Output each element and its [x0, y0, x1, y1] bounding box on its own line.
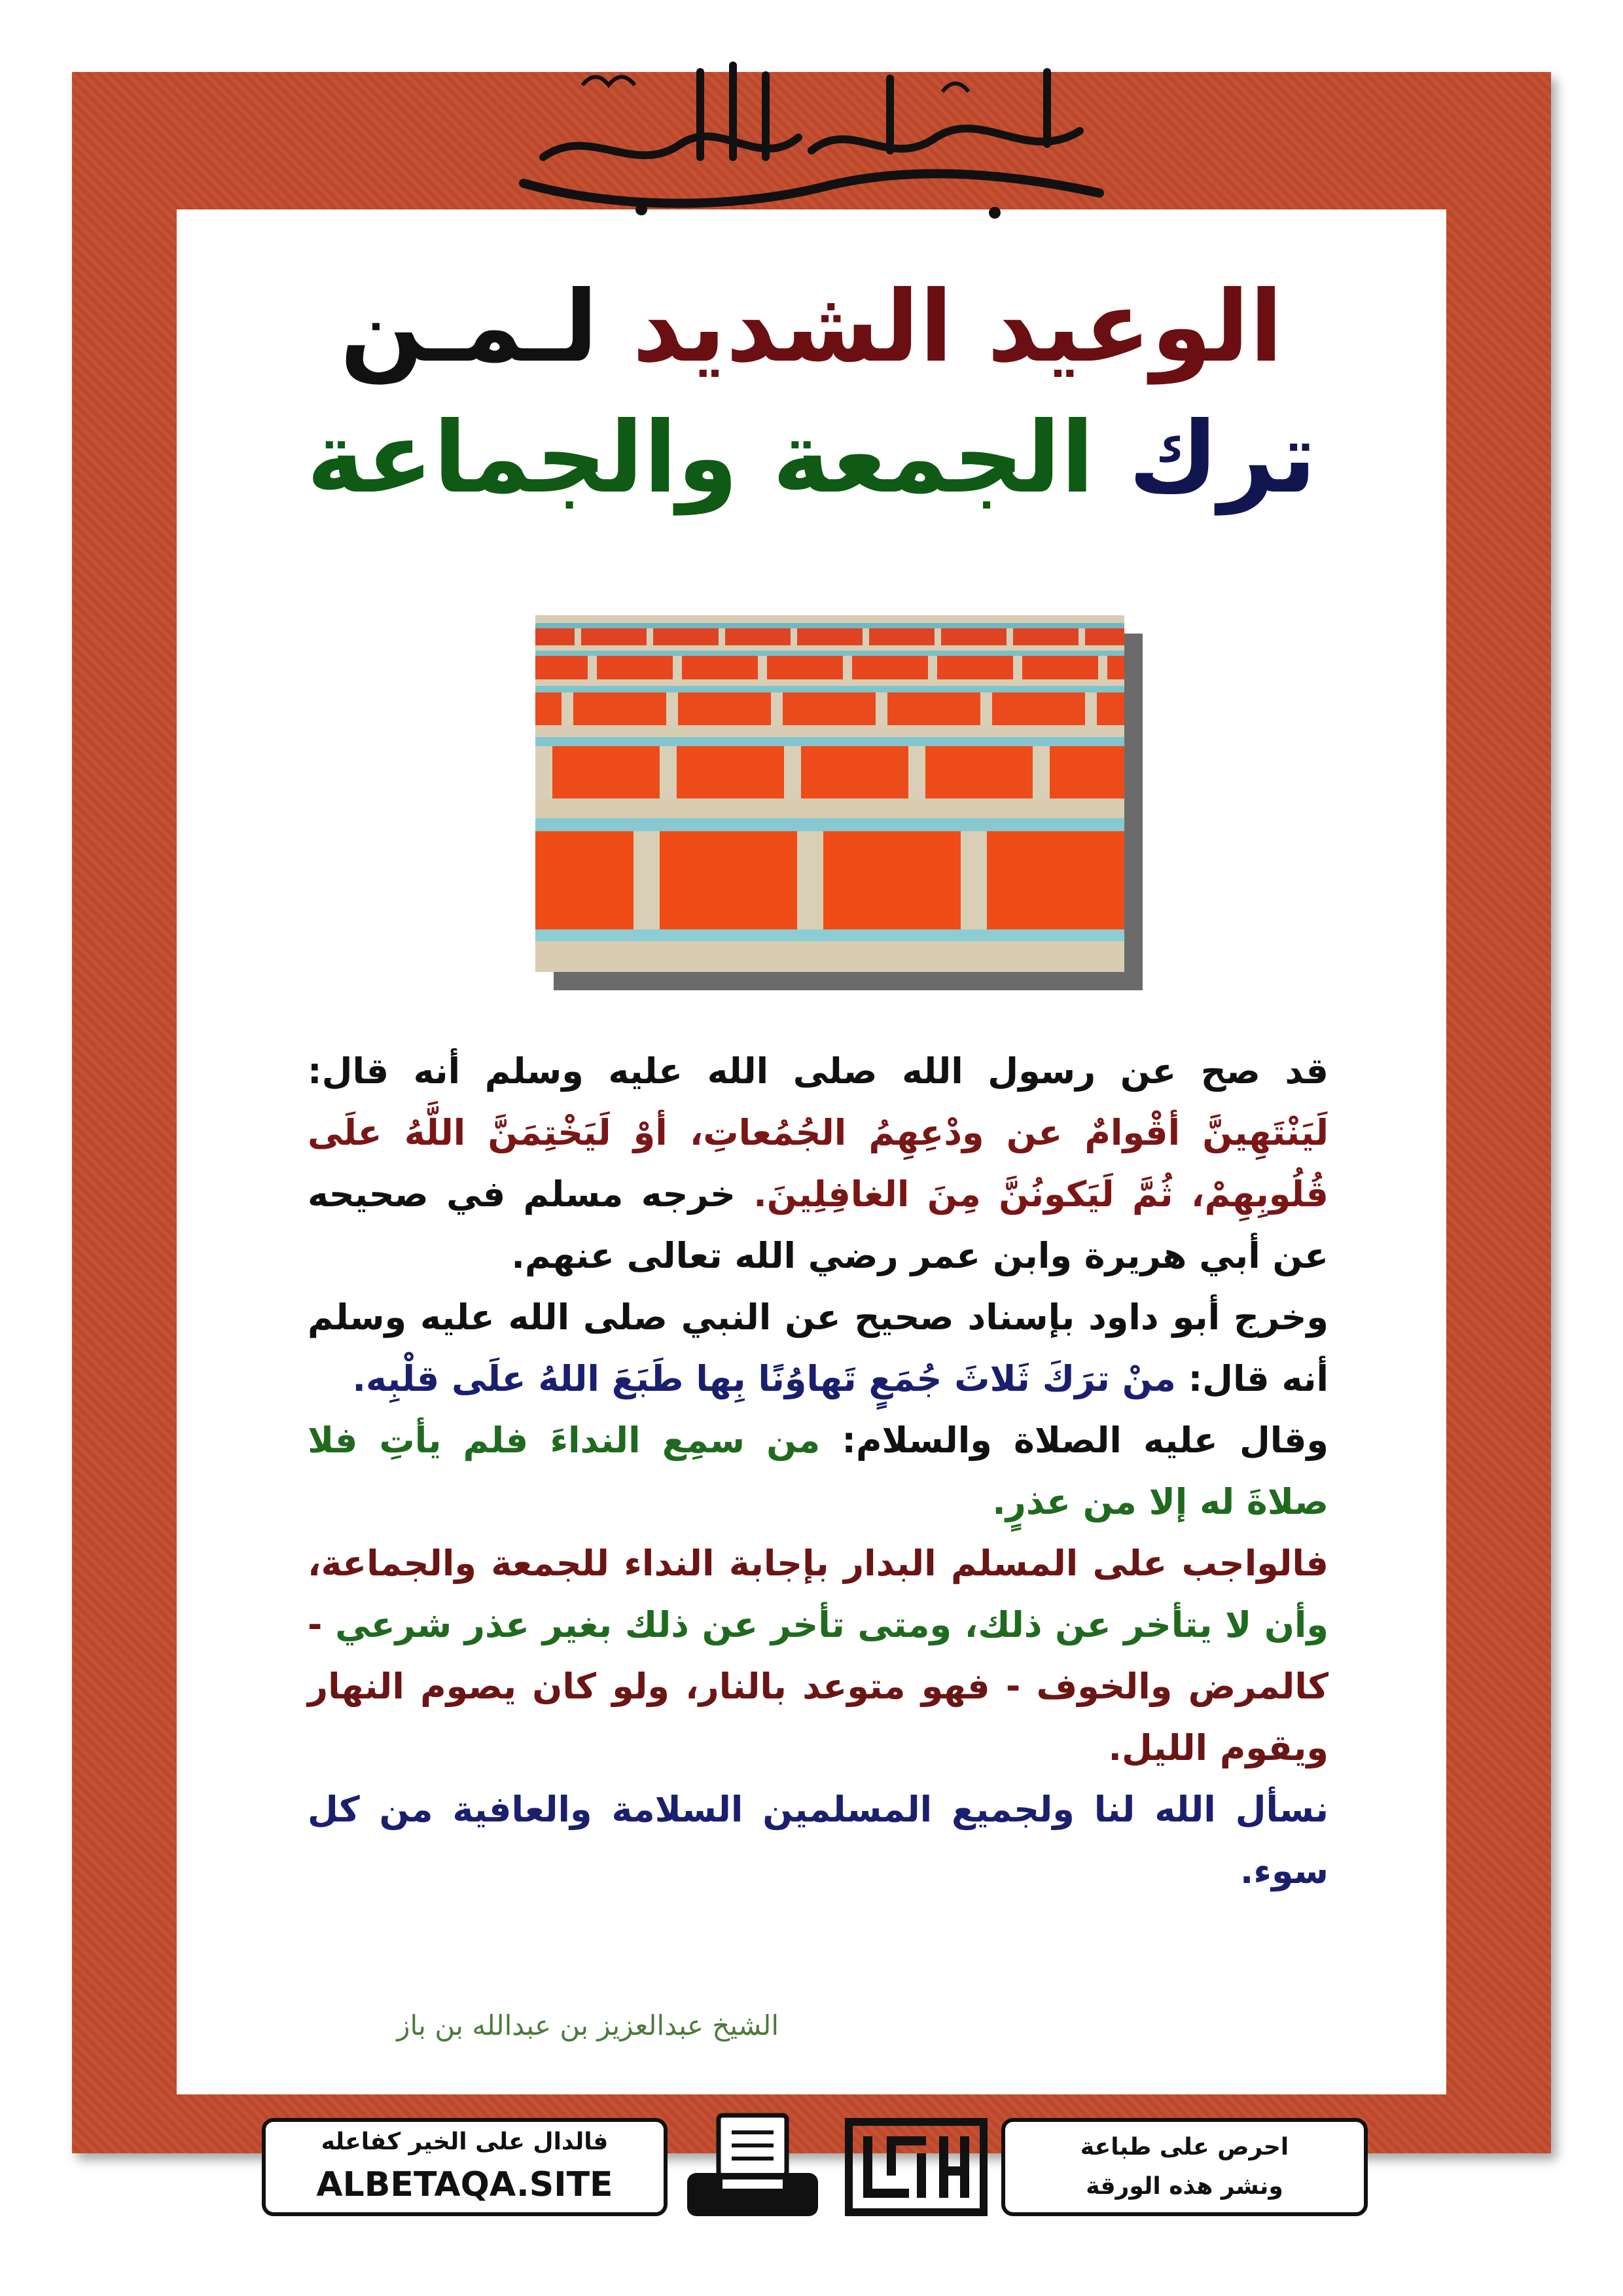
paragraph-4 [308, 1533, 1329, 1779]
title-line-2 [275, 399, 1348, 517]
p1-intro: قد صح عن رسول الله صلى الله عليه وسلم أنه قال: [308, 1050, 1329, 1092]
title-part-for-whom: لـمـن [340, 270, 598, 384]
paragraph-2 [308, 1287, 1329, 1410]
p2-hadith-quote: منْ ترَكَ ثَلاثَ جُمَعٍ تَهاوُنًا بِها طَبَعَ اللهُ علَى قلْبِه. [352, 1358, 1176, 1399]
p1-hadith-quote: لَيَنْتَهِينَّ أقْوامٌ عن ودْعِهِمُ الجُمُعاتِ، أوْ لَيَخْتِمَنَّ اللَّهُ علَى قُلُوبِهِمْ، ثُمَّ لَيَكونُنَّ مِنَ الغافِلِينَ. [308, 1112, 1329, 1215]
basmala-calligraphy [484, 46, 1139, 229]
p4-part-2: وأن لا يتأخر عن ذلك، ومتى تأخر عن ذلك بغير عذر شرعي [335, 1604, 1329, 1645]
author-signature: الشيخ عبدالعزيز بن عبدالله بن باز [397, 2009, 779, 2041]
p1-source: خرجه مسلم في صحيحه عن أبي هريرة وابن عمر رضي الله تعالى عنهم. [308, 1174, 1329, 1276]
paragraph-5: نسأل الله لنا ولجميع المسلمين السلامة والعافية من كل سوء. [308, 1789, 1329, 1892]
title-part-abandons: ترك [1128, 401, 1317, 515]
rug-row-3 [535, 686, 1124, 725]
footer-print-box [1001, 2118, 1368, 2216]
footer-site-link[interactable]: ALBETAQA.SITE [316, 2165, 613, 2204]
p4-part-1: فالواجب على المسلم البدار بإجابة النداء للجمعة والجماعة، [308, 1543, 1329, 1584]
title-line-1 [275, 268, 1348, 386]
footer-print-line-1: احرص على طباعة [1080, 2134, 1289, 2161]
prayer-rug-photo [535, 615, 1124, 972]
rug-row-5 [535, 818, 1124, 929]
title-part-threat: الوعيد الشديد [632, 270, 1283, 384]
article-body [308, 1041, 1329, 1902]
footer-site-box [262, 2118, 668, 2216]
rug-row-1 [535, 623, 1124, 645]
p3-hadith-quote: من سمِع النداءَ فلم يأتِ فلا صلاةَ له إلا من عذرٍ. [308, 1420, 1329, 1522]
footer-print-line-2: ونشر هذه الورقة [1086, 2173, 1283, 2200]
title-part-friday-congregation: الجمعة والجماعة [306, 401, 1095, 515]
footer-promo-text: فالدال على الخير كفاعله [321, 2128, 609, 2155]
rug-row-2 [535, 651, 1124, 679]
paragraph-3 [308, 1410, 1329, 1533]
logo-mark [841, 2114, 991, 2220]
p4-part-3: - كالمرض والخوف - فهو متوعد بالنار، ولو كان يصوم النهار ويقوم الليل. [308, 1604, 1329, 1768]
printer-icon [681, 2111, 825, 2223]
p2-intro: وخرج أبو داود بإسناد صحيح عن النبي صلى الله عليه وسلم أنه قال: [308, 1297, 1329, 1399]
prayer-rug-image [535, 615, 1124, 972]
paragraph-1 [308, 1041, 1329, 1287]
footer [262, 2118, 1368, 2216]
p3-intro: وقال عليه الصلاة والسلام: [820, 1420, 1329, 1461]
